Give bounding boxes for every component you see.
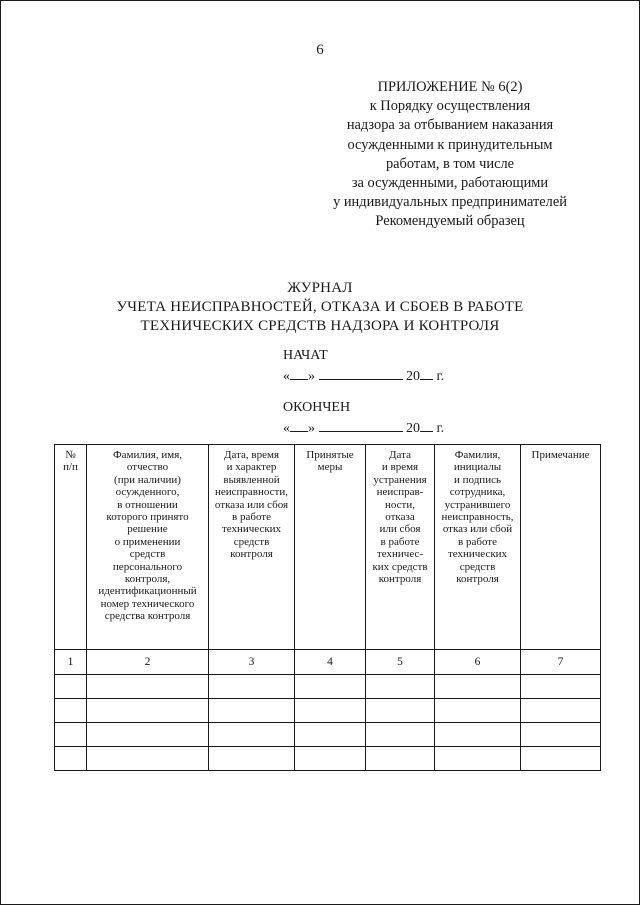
header-cell <box>209 445 295 650</box>
header-text-line: средств <box>459 560 496 573</box>
header-text-line: п/п <box>63 461 78 474</box>
appendix-line: к Порядку осуществления <box>369 98 531 115</box>
header-text-line: неисправность, <box>441 511 514 524</box>
header-cell <box>366 445 435 650</box>
header-cell <box>295 445 366 650</box>
journal-title-line: ТЕХНИЧЕСКИХ СРЕДСТВ НАДЗОРА И КОНТРОЛЯ <box>140 318 500 334</box>
table-row <box>55 675 601 699</box>
table-cell[interactable] <box>435 723 521 747</box>
column-number: 3 <box>209 650 295 675</box>
journal-dates <box>283 346 444 438</box>
header-text-line: меры <box>317 461 343 474</box>
day-blank[interactable] <box>290 366 308 380</box>
header-text-line: осужденного, <box>115 486 180 499</box>
header-text-line: выявленной <box>223 473 280 486</box>
journal-title <box>0 279 640 336</box>
header-text-line: техничес- <box>376 548 424 561</box>
year-blank[interactable] <box>420 366 433 380</box>
table-cell[interactable] <box>87 747 209 771</box>
open-quote: « <box>283 421 290 436</box>
header-cell <box>521 445 601 650</box>
table-cell[interactable] <box>521 675 601 699</box>
header-text-line: Дата <box>389 449 411 461</box>
appendix-title: ПРИЛОЖЕНИЕ № 6(2) <box>377 79 523 95</box>
ended-date-line <box>283 418 444 438</box>
table-cell[interactable] <box>295 747 366 771</box>
header-cell <box>87 445 209 650</box>
close-quote: » <box>308 369 315 384</box>
table-cell[interactable] <box>435 675 521 699</box>
header-text-line: идентификационный <box>98 585 197 598</box>
header-text-line: номер технического <box>100 597 195 610</box>
table-cell[interactable] <box>295 723 366 747</box>
table-cell[interactable] <box>209 675 295 699</box>
header-text-line: устранения <box>373 473 427 486</box>
close-quote: » <box>308 421 315 436</box>
table-cell[interactable] <box>521 723 601 747</box>
header-text-line: контроля <box>456 573 499 586</box>
header-text-line: № <box>65 449 76 461</box>
open-quote: « <box>283 369 290 384</box>
header-text-line: средства контроля <box>104 610 191 623</box>
header-text-line: ких средств <box>372 560 428 573</box>
header-text-line: средств <box>129 548 166 561</box>
appendix-line: у индивидуальных предпринимателей <box>333 194 567 211</box>
table-cell[interactable] <box>55 747 87 771</box>
table-cell[interactable] <box>87 699 209 723</box>
table-row <box>55 723 601 747</box>
started-label: НАЧАТ <box>283 348 328 363</box>
column-number: 5 <box>366 650 435 675</box>
month-blank[interactable] <box>319 418 403 432</box>
year-suffix: г. <box>436 421 445 436</box>
header-text-line: Дата, время <box>223 449 280 461</box>
table-cell[interactable] <box>366 723 435 747</box>
header-text-line: отчество <box>126 461 169 474</box>
header-text-line: Принятые <box>306 449 354 461</box>
header-cell <box>435 445 521 650</box>
header-text-line: технических <box>447 548 508 561</box>
journal-table <box>54 444 601 771</box>
column-number: 1 <box>55 650 87 675</box>
table-cell[interactable] <box>521 699 601 723</box>
appendix-line: за осужденными, работающими <box>351 175 549 192</box>
header-text-line: средств <box>233 535 270 548</box>
appendix-line: осужденными к принудительным <box>347 136 553 153</box>
header-text-line: и характер <box>226 461 277 474</box>
table-cell[interactable] <box>55 675 87 699</box>
column-number: 2 <box>87 650 209 675</box>
table-cell[interactable] <box>55 723 87 747</box>
header-text-line: в работе <box>232 511 271 524</box>
table-cell[interactable] <box>55 699 87 723</box>
ended-label: ОКОНЧЕН <box>283 400 351 415</box>
table-cell[interactable] <box>366 675 435 699</box>
table-cell[interactable] <box>435 747 521 771</box>
table-cell[interactable] <box>521 747 601 771</box>
year-blank[interactable] <box>420 418 433 432</box>
header-text-line: о применении <box>114 535 181 548</box>
header-text-line: решение <box>127 523 168 536</box>
table-cell[interactable] <box>366 747 435 771</box>
header-cell <box>55 445 87 650</box>
column-number-row <box>55 650 601 675</box>
header-text-line: сотрудника, <box>449 486 506 499</box>
header-text-line: в работе <box>458 535 497 548</box>
table-header-row <box>55 445 601 650</box>
header-text-line: ности, <box>385 498 415 511</box>
appendix-line: надзора за отбыванием наказания <box>346 117 554 134</box>
table-cell[interactable] <box>209 723 295 747</box>
started-date-line <box>283 366 444 386</box>
header-text-line: и время <box>381 461 419 474</box>
year-prefix: 20 <box>406 421 420 436</box>
header-text-line: контроля, <box>124 573 171 586</box>
table-cell[interactable] <box>209 747 295 771</box>
header-text-line: (при наличии) <box>114 473 181 486</box>
header-text-line: Примечание <box>531 449 590 461</box>
header-text-line: в отношении <box>117 498 178 511</box>
page-number: 6 <box>316 42 324 58</box>
table-cell[interactable] <box>209 699 295 723</box>
header-text-line: отказ или сбой <box>442 523 513 536</box>
header-text-line: неисправности, <box>215 486 288 499</box>
table-cell[interactable] <box>295 675 366 699</box>
column-number: 4 <box>295 650 366 675</box>
journal-title-line: УЧЕТА НЕИСПРАВНОСТЕЙ, ОТКАЗА И СБОЕВ В РАБОТЕ <box>116 299 524 315</box>
header-text-line: неисправ- <box>376 486 424 499</box>
header-text-line: технических <box>221 523 282 536</box>
month-blank[interactable] <box>319 366 403 380</box>
header-text-line: контроля <box>230 548 273 561</box>
year-suffix: г. <box>436 369 445 384</box>
year-prefix: 20 <box>406 369 420 384</box>
header-text-line: Фамилия, <box>454 449 501 461</box>
table-row <box>55 699 601 723</box>
header-text-line: контроля <box>378 573 422 586</box>
header-text-line: которого принято <box>106 511 189 524</box>
header-text-line: Фамилия, имя, <box>112 449 182 461</box>
table-cell[interactable] <box>435 699 521 723</box>
table-cell[interactable] <box>87 675 209 699</box>
table-row <box>55 747 601 771</box>
appendix-block <box>320 78 580 212</box>
header-text-line: устранившего <box>444 498 511 511</box>
column-number: 6 <box>435 650 521 675</box>
table-cell[interactable] <box>366 699 435 723</box>
header-text-line: или сбоя <box>379 523 421 536</box>
header-text-line: отказа <box>385 511 415 524</box>
journal-title-line: ЖУРНАЛ <box>287 280 353 296</box>
column-number: 7 <box>521 650 601 675</box>
header-text-line: инициалы <box>453 461 502 474</box>
table-cell[interactable] <box>295 699 366 723</box>
header-text-line: отказа или сбоя <box>214 498 289 511</box>
header-text-line: в работе <box>380 535 420 548</box>
appendix-line: работам, в том числе <box>385 155 515 172</box>
header-text-line: и подпись <box>454 473 501 486</box>
header-text-line: персонального <box>112 560 183 573</box>
day-blank[interactable] <box>290 418 308 432</box>
table-cell[interactable] <box>87 723 209 747</box>
sample-note: Рекомендуемый образец <box>375 213 525 229</box>
